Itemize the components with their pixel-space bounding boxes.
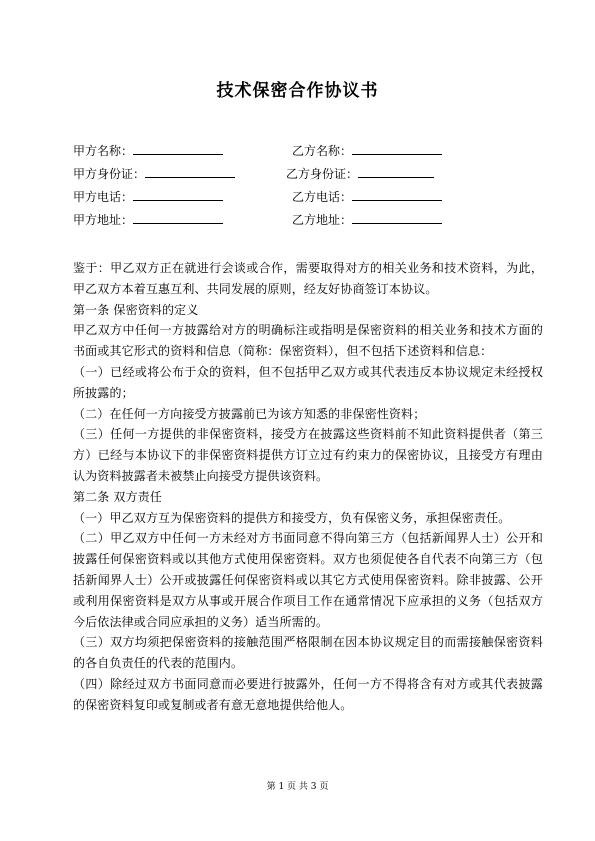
- party-b-name-label: 乙方名称：: [292, 144, 353, 158]
- party-b-address-label: 乙方地址：: [292, 213, 353, 227]
- document-title: 技术保密合作协议书: [216, 81, 379, 101]
- party-b-phone-field: [292, 188, 442, 205]
- preamble-paragraph: 鉴于：甲乙双方正在就进行会谈或合作，需要取得对方的相关业务和技术资料，为此，甲乙双方本着互惠互利、共同发展的原则，经友好协商签订本协议。: [73, 261, 543, 296]
- article-2-clause-1: （一）甲乙双方互为保密资料的提供方和接受方，负有保密义务，承担保密责任。: [73, 510, 511, 525]
- party-a-id-blank[interactable]: [145, 165, 235, 178]
- page-number-footer: 第 1 页 共 3 页: [266, 782, 329, 792]
- party-a-phone-label: 甲方电话：: [73, 190, 134, 204]
- agreement-body: [73, 258, 543, 716]
- party-a-address-field: [73, 211, 223, 228]
- party-b-phone-blank[interactable]: [352, 188, 442, 201]
- party-a-name-label: 甲方名称：: [73, 144, 134, 158]
- party-b-name-field: [292, 142, 442, 159]
- article-1-clause-3: （三）任何一方提供的非保密资料，接受方在披露这些资料前不知此资料提供者（第三方）已经与本协议下的非保密资料提供方订立过有约束力的保密协议，且接受方有理由认为资料披露者未被禁止向接受方提供该资料。: [73, 427, 543, 483]
- party-a-name-blank[interactable]: [133, 142, 223, 155]
- party-b-id-blank[interactable]: [358, 165, 434, 178]
- party-a-address-label: 甲方地址：: [73, 213, 134, 227]
- party-b-name-blank[interactable]: [352, 142, 442, 155]
- party-b-id-label: 乙方身份证：: [286, 167, 359, 181]
- article-2-clause-3: （三）双方均须把保密资料的接触范围严格限制在因本协议规定目的而需接触保密资料的各自负责任的代表的范围内。: [73, 635, 543, 671]
- article-2-clause-2: （二）甲乙双方中任何一方未经对方书面同意不得向第三方（包括新闻界人士）公开和披露任何保密资料或以其他方式使用保密资料。双方也须促使各自代表不向第三方（包括新闻界人士）公开或披露任何保密资料或以其它方式使用保密资料。除非披露、公开或利用保密资料是双方从事或开展合作项目工作在通常情况下应承担的义务（包括双方今后依法律或合同应承担的义务）适当所需的。: [73, 531, 543, 629]
- party-b-address-blank[interactable]: [352, 211, 442, 224]
- article-1-heading: 第一条 保密资料的定义: [73, 302, 199, 317]
- article-1-clause-2: （二）在任何一方向接受方披露前已为该方知悉的非保密性资料；: [73, 406, 426, 421]
- party-a-id-field: [73, 165, 235, 182]
- article-1-clause-1: （一）已经或将公布于众的资料，但不包括甲乙双方或其代表违反本协议规定未经授权所披露的；: [73, 364, 543, 400]
- party-a-address-blank[interactable]: [133, 211, 223, 224]
- party-b-address-field: [292, 211, 442, 228]
- party-b-phone-label: 乙方电话：: [292, 190, 353, 204]
- party-a-name-field: [73, 142, 223, 159]
- party-a-phone-field: [73, 188, 223, 205]
- party-a-id-label: 甲方身份证：: [73, 167, 146, 181]
- party-a-phone-blank[interactable]: [133, 188, 223, 201]
- article-1-definition: 甲乙双方中任何一方披露给对方的明确标注或指明是保密资料的相关业务和技术方面的书面或其它形式的资料和信息（简称：保密资料），但不包括下述资料和信息：: [73, 323, 543, 359]
- party-b-id-field: [286, 165, 434, 182]
- article-2-clause-4: （四）除经过双方书面同意而必要进行披露外，任何一方不得将含有对方或其代表披露的保密资料复印或复制或者有意无意地提供给他人。: [73, 676, 543, 712]
- article-2-heading: 第二条 双方责任: [73, 489, 163, 504]
